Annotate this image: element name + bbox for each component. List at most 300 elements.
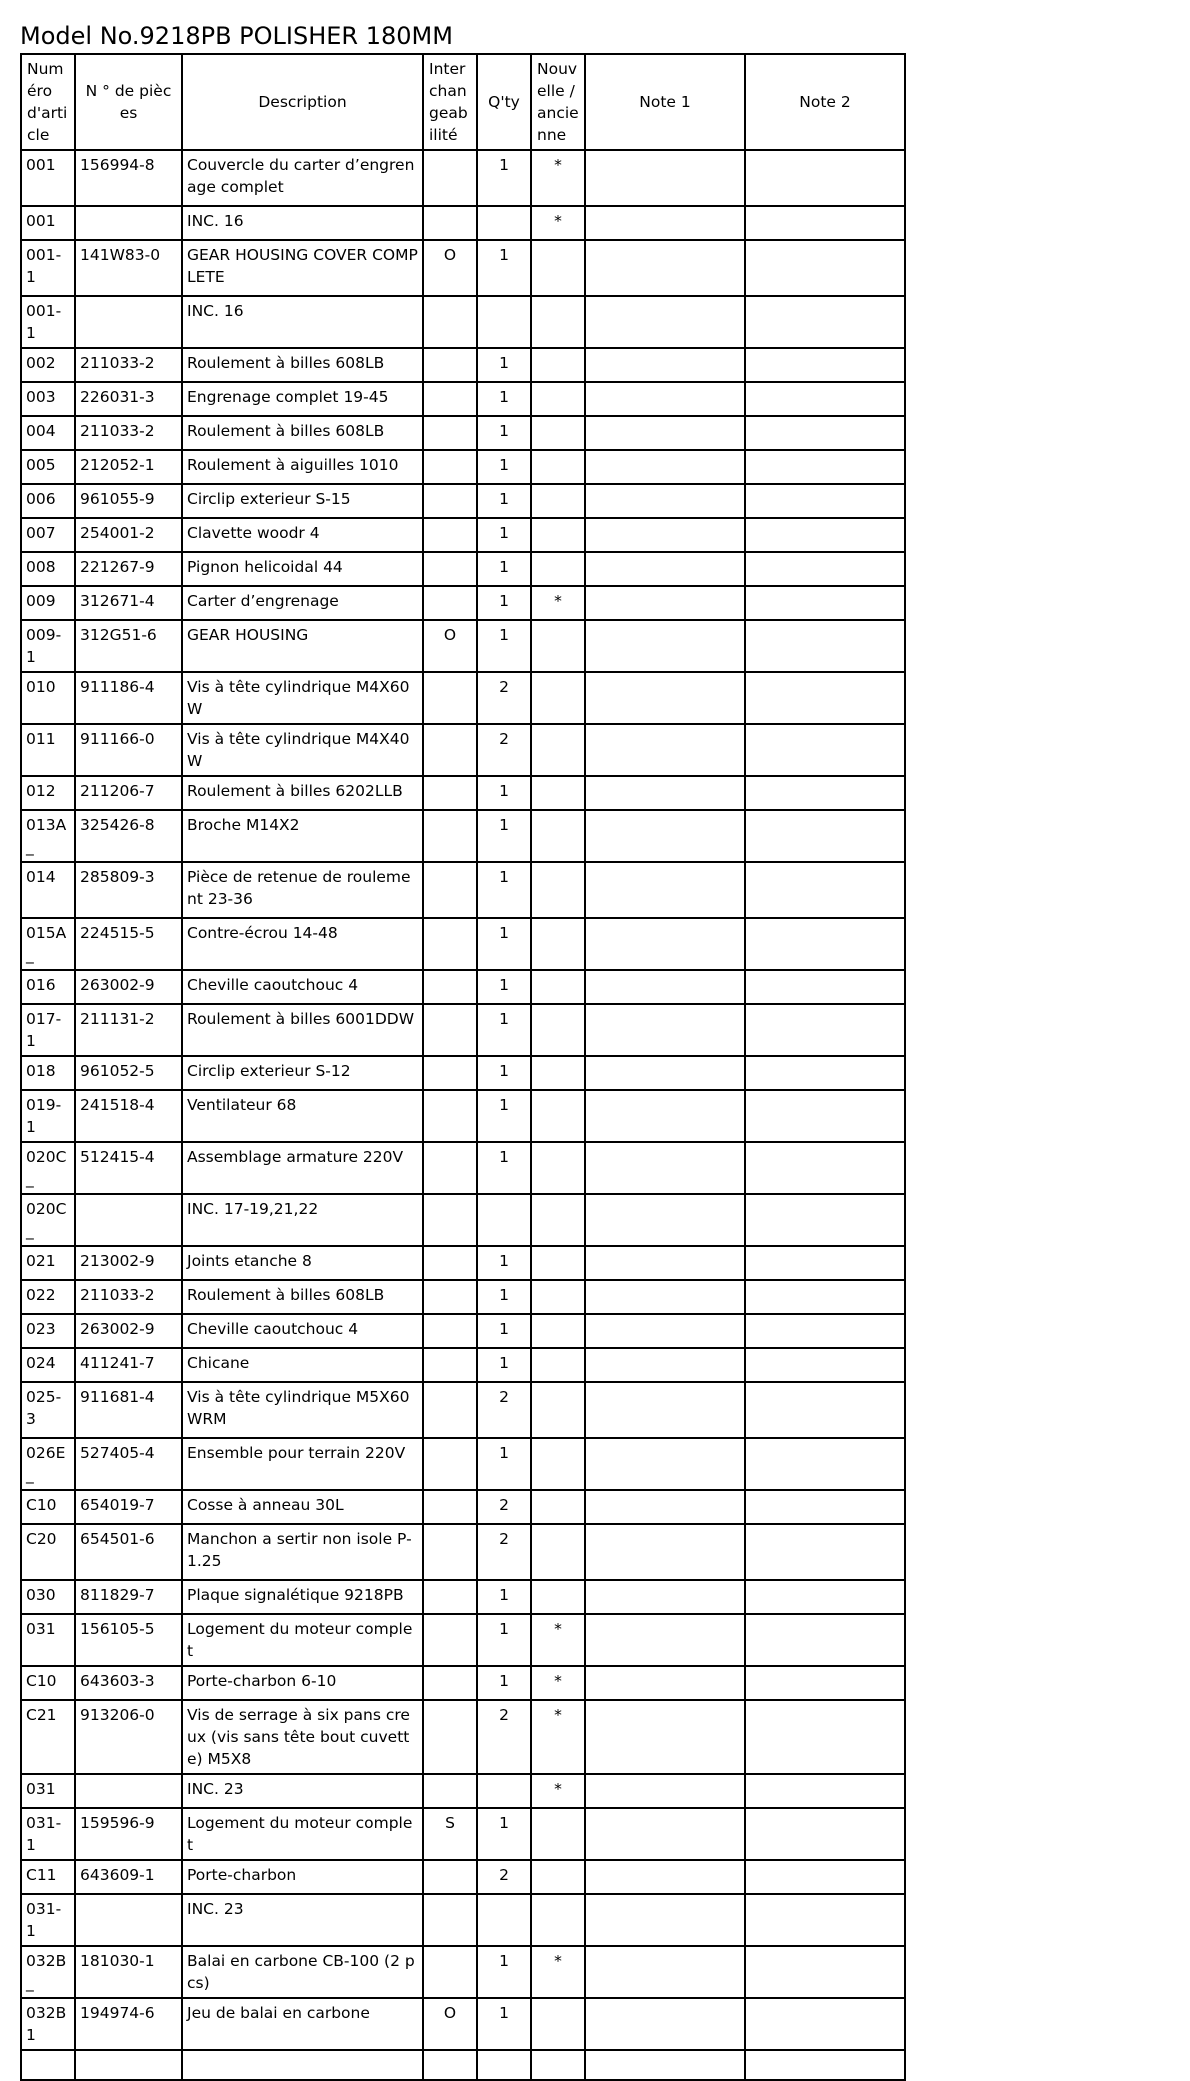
cell-part-number: 241518-4 [75, 1090, 182, 1142]
cell-note-2 [745, 810, 905, 862]
cell-quantity: 1 [477, 1666, 531, 1700]
table-row [21, 518, 905, 552]
page-title: Model No.9218PB POLISHER 180MM [20, 22, 453, 50]
cell-part-number: 911166-0 [75, 724, 182, 776]
cell-note-1 [585, 1998, 745, 2050]
empty-cell [182, 2050, 423, 2080]
cell-note-2 [745, 150, 905, 206]
cell-item-number: 007 [21, 518, 75, 552]
cell-part-number: 911681-4 [75, 1382, 182, 1438]
cell-new-old [531, 918, 585, 970]
cell-item-number: 025-3 [21, 1382, 75, 1438]
cell-new-old: * [531, 1614, 585, 1666]
cell-item-number: 020C_ [21, 1194, 75, 1246]
cell-quantity: 1 [477, 1808, 531, 1860]
cell-interchangeability [423, 862, 477, 918]
table-row [21, 206, 905, 240]
cell-note-1 [585, 150, 745, 206]
table-row [21, 1194, 905, 1246]
cell-description: Jeu de balai en carbone [182, 1998, 423, 2050]
cell-note-2 [745, 552, 905, 586]
cell-note-1 [585, 1004, 745, 1056]
table-row [21, 1666, 905, 1700]
cell-part-number: 254001-2 [75, 518, 182, 552]
cell-note-1 [585, 1056, 745, 1090]
cell-note-2 [745, 206, 905, 240]
cell-description: INC. 16 [182, 206, 423, 240]
parts-table-wrapper [20, 53, 906, 2044]
cell-note-1 [585, 970, 745, 1004]
cell-description: Pièce de retenue de roulement 23-36 [182, 862, 423, 918]
cell-note-2 [745, 724, 905, 776]
cell-quantity: 1 [477, 1142, 531, 1194]
cell-description: Vis à tête cylindrique M4X40 W [182, 724, 423, 776]
cell-item-number: 024 [21, 1348, 75, 1382]
cell-note-1 [585, 1490, 745, 1524]
cell-description: Joints etanche 8 [182, 1246, 423, 1280]
cell-new-old [531, 1090, 585, 1142]
cell-quantity: 1 [477, 518, 531, 552]
cell-part-number [75, 1774, 182, 1808]
cell-quantity: 1 [477, 484, 531, 518]
cell-new-old: * [531, 1946, 585, 1998]
cell-note-2 [745, 1860, 905, 1894]
table-row [21, 1348, 905, 1382]
cell-part-number: 811829-7 [75, 1580, 182, 1614]
cell-quantity: 1 [477, 1438, 531, 1490]
cell-quantity: 1 [477, 1246, 531, 1280]
cell-description: Roulement à billes 608LB [182, 416, 423, 450]
empty-cell [531, 2050, 585, 2080]
table-row [21, 862, 905, 918]
cell-quantity: 1 [477, 1946, 531, 1998]
cell-item-number: 003 [21, 382, 75, 416]
cell-interchangeability [423, 1142, 477, 1194]
cell-note-2 [745, 1194, 905, 1246]
cell-part-number: 325426-8 [75, 810, 182, 862]
table-row [21, 1004, 905, 1056]
header-item-number: Numéro d'article [21, 54, 75, 150]
cell-new-old [531, 1246, 585, 1280]
cell-interchangeability [423, 1382, 477, 1438]
cell-part-number: 263002-9 [75, 1314, 182, 1348]
cell-quantity: 2 [477, 1524, 531, 1580]
cell-item-number: 020C_ [21, 1142, 75, 1194]
cell-new-old [531, 672, 585, 724]
cell-note-2 [745, 1004, 905, 1056]
cell-new-old [531, 1004, 585, 1056]
cell-description: Vis à tête cylindrique M5X60 WRM [182, 1382, 423, 1438]
parts-table [20, 53, 906, 2081]
cell-item-number: 012 [21, 776, 75, 810]
cell-part-number: 213002-9 [75, 1246, 182, 1280]
cell-interchangeability [423, 348, 477, 382]
cell-interchangeability [423, 518, 477, 552]
table-row [21, 1580, 905, 1614]
cell-new-old [531, 810, 585, 862]
cell-note-1 [585, 918, 745, 970]
cell-note-2 [745, 240, 905, 296]
table-row [21, 1056, 905, 1090]
empty-cell [75, 2050, 182, 2080]
cell-interchangeability [423, 724, 477, 776]
cell-note-1 [585, 1524, 745, 1580]
cell-note-2 [745, 296, 905, 348]
table-row [21, 2050, 905, 2080]
table-row [21, 348, 905, 382]
cell-interchangeability [423, 1700, 477, 1774]
cell-interchangeability: O [423, 240, 477, 296]
cell-interchangeability [423, 1946, 477, 1998]
cell-interchangeability [423, 672, 477, 724]
cell-new-old: * [531, 150, 585, 206]
cell-interchangeability [423, 382, 477, 416]
cell-part-number: 211131-2 [75, 1004, 182, 1056]
cell-new-old [531, 240, 585, 296]
cell-note-1 [585, 862, 745, 918]
cell-interchangeability [423, 1580, 477, 1614]
table-row [21, 240, 905, 296]
cell-quantity [477, 1774, 531, 1808]
cell-part-number: 211033-2 [75, 416, 182, 450]
cell-note-1 [585, 1808, 745, 1860]
cell-note-2 [745, 586, 905, 620]
header-note-2: Note 2 [745, 54, 905, 150]
table-row [21, 552, 905, 586]
cell-note-2 [745, 1438, 905, 1490]
cell-quantity: 1 [477, 240, 531, 296]
cell-quantity: 1 [477, 150, 531, 206]
table-row [21, 1998, 905, 2050]
cell-new-old [531, 1490, 585, 1524]
cell-item-number: 013A_ [21, 810, 75, 862]
cell-description: Porte-charbon 6-10 [182, 1666, 423, 1700]
cell-note-1 [585, 1860, 745, 1894]
cell-interchangeability [423, 970, 477, 1004]
cell-item-number: 001-1 [21, 296, 75, 348]
cell-note-1 [585, 1614, 745, 1666]
table-row [21, 1246, 905, 1280]
cell-interchangeability [423, 206, 477, 240]
cell-note-1 [585, 1348, 745, 1382]
cell-new-old [531, 416, 585, 450]
table-row [21, 1314, 905, 1348]
cell-note-2 [745, 1056, 905, 1090]
cell-part-number: 212052-1 [75, 450, 182, 484]
cell-quantity: 1 [477, 382, 531, 416]
cell-note-1 [585, 620, 745, 672]
cell-description: Ventilateur 68 [182, 1090, 423, 1142]
cell-part-number: 211033-2 [75, 348, 182, 382]
cell-interchangeability: S [423, 1808, 477, 1860]
cell-part-number: 211206-7 [75, 776, 182, 810]
cell-description: Roulement à billes 6001DDW [182, 1004, 423, 1056]
cell-description: Engrenage complet 19-45 [182, 382, 423, 416]
cell-part-number: 654501-6 [75, 1524, 182, 1580]
cell-interchangeability [423, 918, 477, 970]
cell-item-number: 017-1 [21, 1004, 75, 1056]
cell-part-number: 226031-3 [75, 382, 182, 416]
cell-item-number: 016 [21, 970, 75, 1004]
cell-note-2 [745, 620, 905, 672]
cell-quantity: 2 [477, 1860, 531, 1894]
cell-item-number: C20 [21, 1524, 75, 1580]
cell-description: Balai en carbone CB-100 (2 pcs) [182, 1946, 423, 1998]
cell-new-old [531, 518, 585, 552]
cell-description: Plaque signalétique 9218PB [182, 1580, 423, 1614]
cell-item-number: 002 [21, 348, 75, 382]
cell-quantity: 1 [477, 1004, 531, 1056]
cell-interchangeability [423, 1314, 477, 1348]
cell-part-number: 643609-1 [75, 1860, 182, 1894]
cell-new-old [531, 776, 585, 810]
cell-quantity [477, 296, 531, 348]
cell-note-2 [745, 1808, 905, 1860]
cell-note-1 [585, 518, 745, 552]
table-row [21, 724, 905, 776]
cell-quantity: 1 [477, 970, 531, 1004]
cell-interchangeability [423, 1280, 477, 1314]
table-row [21, 1774, 905, 1808]
cell-description: Cheville caoutchouc 4 [182, 1314, 423, 1348]
cell-interchangeability [423, 1774, 477, 1808]
cell-interchangeability [423, 1056, 477, 1090]
table-row [21, 1946, 905, 1998]
cell-new-old: * [531, 1700, 585, 1774]
cell-item-number: 030 [21, 1580, 75, 1614]
cell-note-1 [585, 348, 745, 382]
header-new-old: Nouvelle / ancienne [531, 54, 585, 150]
cell-part-number: 961055-9 [75, 484, 182, 518]
cell-note-2 [745, 416, 905, 450]
cell-new-old [531, 1808, 585, 1860]
cell-quantity: 1 [477, 1348, 531, 1382]
cell-item-number: 015A_ [21, 918, 75, 970]
cell-description: Porte-charbon [182, 1860, 423, 1894]
cell-note-1 [585, 1700, 745, 1774]
cell-new-old [531, 1580, 585, 1614]
cell-interchangeability [423, 1524, 477, 1580]
cell-description: Assemblage armature 220V [182, 1142, 423, 1194]
cell-part-number: 156994-8 [75, 150, 182, 206]
cell-note-1 [585, 416, 745, 450]
cell-note-2 [745, 1348, 905, 1382]
header-part-number: N ° de pièces [75, 54, 182, 150]
cell-new-old [531, 382, 585, 416]
cell-note-1 [585, 206, 745, 240]
table-row [21, 1808, 905, 1860]
cell-description: Circlip exterieur S-12 [182, 1056, 423, 1090]
cell-interchangeability [423, 1666, 477, 1700]
table-row [21, 1490, 905, 1524]
cell-interchangeability [423, 776, 477, 810]
cell-interchangeability [423, 1004, 477, 1056]
cell-quantity: 1 [477, 810, 531, 862]
cell-note-2 [745, 1490, 905, 1524]
cell-item-number: 014 [21, 862, 75, 918]
cell-note-2 [745, 1382, 905, 1438]
cell-new-old: * [531, 1666, 585, 1700]
cell-new-old [531, 1998, 585, 2050]
cell-description: Vis à tête cylindrique M4X60 W [182, 672, 423, 724]
cell-part-number: 141W83-0 [75, 240, 182, 296]
cell-description: Circlip exterieur S-15 [182, 484, 423, 518]
cell-interchangeability [423, 484, 477, 518]
cell-description: Clavette woodr 4 [182, 518, 423, 552]
cell-quantity: 1 [477, 620, 531, 672]
cell-part-number: 512415-4 [75, 1142, 182, 1194]
cell-note-2 [745, 450, 905, 484]
cell-part-number: 411241-7 [75, 1348, 182, 1382]
cell-new-old: * [531, 1774, 585, 1808]
cell-description: Manchon a sertir non isole P-1.25 [182, 1524, 423, 1580]
cell-part-number: 224515-5 [75, 918, 182, 970]
cell-new-old [531, 552, 585, 586]
cell-description: Pignon helicoidal 44 [182, 552, 423, 586]
cell-quantity: 1 [477, 552, 531, 586]
cell-description: Carter d’engrenage [182, 586, 423, 620]
cell-part-number: 181030-1 [75, 1946, 182, 1998]
table-row [21, 1860, 905, 1894]
table-row [21, 672, 905, 724]
cell-note-2 [745, 1614, 905, 1666]
cell-description: Chicane [182, 1348, 423, 1382]
cell-note-2 [745, 1946, 905, 1998]
cell-note-1 [585, 1246, 745, 1280]
cell-new-old [531, 1056, 585, 1090]
table-row [21, 416, 905, 450]
cell-new-old [531, 1524, 585, 1580]
cell-note-1 [585, 240, 745, 296]
cell-interchangeability [423, 810, 477, 862]
table-row [21, 1090, 905, 1142]
cell-quantity: 1 [477, 1280, 531, 1314]
cell-interchangeability [423, 586, 477, 620]
cell-interchangeability [423, 296, 477, 348]
cell-note-1 [585, 1946, 745, 1998]
cell-quantity: 1 [477, 1090, 531, 1142]
cell-item-number: 032B1 [21, 1998, 75, 2050]
cell-note-1 [585, 1382, 745, 1438]
cell-item-number: 010 [21, 672, 75, 724]
cell-part-number: 194974-6 [75, 1998, 182, 2050]
cell-note-1 [585, 672, 745, 724]
empty-cell [423, 2050, 477, 2080]
cell-note-1 [585, 1774, 745, 1808]
cell-item-number: 031-1 [21, 1808, 75, 1860]
table-row [21, 1894, 905, 1946]
cell-quantity: 1 [477, 1580, 531, 1614]
cell-new-old: * [531, 206, 585, 240]
cell-item-number: 006 [21, 484, 75, 518]
cell-new-old [531, 1280, 585, 1314]
cell-quantity: 2 [477, 1490, 531, 1524]
cell-item-number: C10 [21, 1490, 75, 1524]
cell-item-number: 011 [21, 724, 75, 776]
cell-quantity: 1 [477, 1056, 531, 1090]
cell-quantity: 2 [477, 1382, 531, 1438]
cell-item-number: 001 [21, 150, 75, 206]
cell-part-number [75, 1194, 182, 1246]
cell-part-number: 312G51-6 [75, 620, 182, 672]
cell-interchangeability: O [423, 1998, 477, 2050]
cell-interchangeability: O [423, 620, 477, 672]
cell-description: Cheville caoutchouc 4 [182, 970, 423, 1004]
table-header-row [21, 54, 905, 150]
cell-note-2 [745, 1280, 905, 1314]
cell-quantity: 1 [477, 918, 531, 970]
cell-description: Contre-écrou 14-48 [182, 918, 423, 970]
cell-description: Roulement à billes 608LB [182, 348, 423, 382]
cell-note-2 [745, 776, 905, 810]
cell-new-old: * [531, 586, 585, 620]
table-row [21, 450, 905, 484]
cell-quantity: 2 [477, 1700, 531, 1774]
cell-new-old [531, 296, 585, 348]
cell-note-2 [745, 1314, 905, 1348]
cell-new-old [531, 348, 585, 382]
cell-description: Logement du moteur complet [182, 1614, 423, 1666]
cell-part-number: 961052-5 [75, 1056, 182, 1090]
cell-note-1 [585, 810, 745, 862]
empty-cell [21, 2050, 75, 2080]
cell-part-number: 654019-7 [75, 1490, 182, 1524]
cell-interchangeability [423, 1860, 477, 1894]
cell-note-1 [585, 1090, 745, 1142]
cell-interchangeability [423, 1438, 477, 1490]
cell-part-number: 211033-2 [75, 1280, 182, 1314]
table-row [21, 1438, 905, 1490]
cell-new-old [531, 1348, 585, 1382]
cell-interchangeability [423, 1246, 477, 1280]
cell-interchangeability [423, 1090, 477, 1142]
cell-note-1 [585, 1666, 745, 1700]
cell-item-number: C21 [21, 1700, 75, 1774]
cell-quantity [477, 1194, 531, 1246]
cell-note-2 [745, 348, 905, 382]
cell-part-number: 913206-0 [75, 1700, 182, 1774]
cell-new-old [531, 1314, 585, 1348]
table-row [21, 1524, 905, 1580]
cell-item-number: 009-1 [21, 620, 75, 672]
cell-quantity: 1 [477, 1314, 531, 1348]
cell-note-2 [745, 1774, 905, 1808]
cell-note-2 [745, 1700, 905, 1774]
cell-part-number: 221267-9 [75, 552, 182, 586]
cell-item-number: C11 [21, 1860, 75, 1894]
cell-new-old [531, 1382, 585, 1438]
empty-cell [477, 2050, 531, 2080]
cell-interchangeability [423, 1894, 477, 1946]
cell-note-2 [745, 918, 905, 970]
cell-description: Ensemble pour terrain 220V [182, 1438, 423, 1490]
cell-item-number: 031 [21, 1774, 75, 1808]
cell-part-number: 911186-4 [75, 672, 182, 724]
header-description: Description [182, 54, 423, 150]
cell-note-2 [745, 484, 905, 518]
cell-item-number: 026E_ [21, 1438, 75, 1490]
cell-description: Logement du moteur complet [182, 1808, 423, 1860]
table-body [21, 150, 905, 2080]
cell-note-1 [585, 1314, 745, 1348]
cell-new-old [531, 1860, 585, 1894]
cell-quantity: 1 [477, 348, 531, 382]
table-row [21, 1142, 905, 1194]
cell-description: Cosse à anneau 30L [182, 1490, 423, 1524]
cell-quantity: 1 [477, 862, 531, 918]
cell-note-1 [585, 450, 745, 484]
cell-description: Couvercle du carter d’engrenage complet [182, 150, 423, 206]
